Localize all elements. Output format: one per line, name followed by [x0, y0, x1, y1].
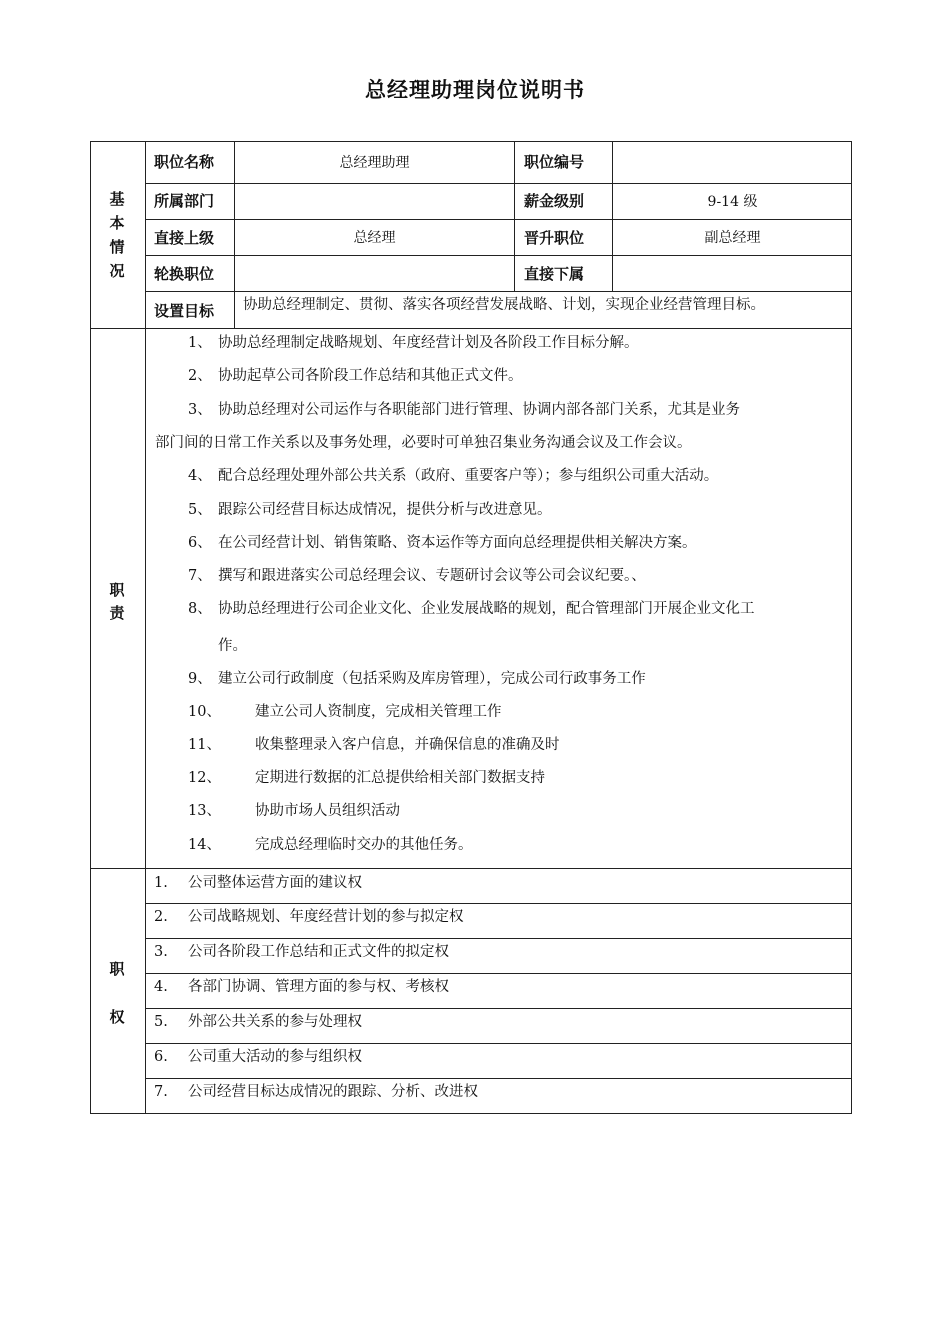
duty-item: 5、 跟踪公司经营目标达成情况，提供分析与改进意见。	[188, 502, 552, 518]
duties-section-label: 职 责	[109, 581, 125, 622]
duty-item: 13、 协助市场人员组织活动	[188, 803, 400, 819]
job-description-table	[90, 141, 852, 1114]
direct-superior-label: 直接上级	[154, 229, 215, 247]
authority-item: 5. 外部公共关系的参与处理权	[154, 1014, 362, 1030]
duty-item: 12、 定期进行数据的汇总提供给相关部门数据支持	[188, 770, 545, 786]
promotion-position-value: 副总经理	[704, 230, 761, 246]
duty-item: 6、 在公司经营计划、销售策略、资本运作等方面向总经理提供相关解决方案。	[188, 535, 697, 551]
duty-item: 7、 撰写和跟进落实公司总经理会议、专题研讨会议等公司会议纪要。、	[188, 568, 646, 584]
direct-superior-value: 总经理	[353, 230, 396, 246]
duty-item: 14、 完成总经理临时交办的其他任务。	[188, 837, 473, 853]
duty-item: 8、 协助总经理进行公司企业文化、企业发展战略的规划，配合管理部门开展企业文化工	[188, 601, 755, 617]
basic-info-section-label: 基 本 情 况	[109, 190, 125, 280]
authority-item: 4. 各部门协调、管理方面的参与权、考核权	[154, 979, 449, 995]
authority-item: 2. 公司战略规划、年度经营计划的参与拟定权	[154, 909, 464, 925]
document-title: 总经理助理岗位说明书	[365, 78, 585, 102]
direct-subordinate-label: 直接下属	[524, 265, 585, 283]
duty-item: 1、 协助总经理制定战略规划、年度经营计划及各阶段工作目标分解。	[188, 335, 639, 351]
setting-goal-value: 协助总经理制定、贯彻、落实各项经营发展战略、计划，实现企业经营管理目标。	[243, 297, 765, 313]
setting-goal-label: 设置目标	[154, 302, 215, 320]
duty-item-continuation: 作。	[218, 638, 247, 654]
duty-item-continuation: 部门间的日常工作关系以及事务处理，必要时可单独召集业务沟通会议及工作会议。	[155, 435, 692, 451]
authority-section-label: 职 权	[109, 960, 125, 1026]
duty-item: 3、 协助总经理对公司运作与各职能部门进行管理、协调内部各部门关系，尤其是业务	[188, 402, 740, 418]
position-name-value: 总经理助理	[339, 155, 410, 171]
authority-item: 6. 公司重大活动的参与组织权	[154, 1049, 362, 1065]
authority-item: 7. 公司经营目标达成情况的跟踪、分析、改进权	[154, 1084, 478, 1100]
salary-grade-value: 9-14 级	[707, 194, 758, 210]
duty-item: 11、 收集整理录入客户信息，并确保信息的准确及时	[188, 737, 560, 753]
rotation-position-label: 轮换职位	[154, 265, 215, 283]
duty-item: 10、 建立公司人资制度，完成相关管理工作	[188, 704, 502, 720]
authority-item: 3. 公司各阶段工作总结和正式文件的拟定权	[154, 944, 449, 960]
duty-item: 9、 建立公司行政制度（包括采购及库房管理），完成公司行政事务工作	[188, 671, 646, 687]
promotion-position-label: 晋升职位	[524, 229, 585, 247]
position-code-label: 职位编号	[524, 153, 585, 171]
duty-item: 4、 配合总经理处理外部公共关系（政府、重要客户等）；参与组织公司重大活动。	[188, 468, 719, 484]
salary-grade-label: 薪金级别	[524, 192, 585, 210]
authority-item: 1. 公司整体运营方面的建议权	[154, 875, 362, 891]
position-name-label: 职位名称	[154, 153, 215, 171]
department-label: 所属部门	[154, 192, 215, 210]
duty-item: 2、 协助起草公司各阶段工作总结和其他正式文件。	[188, 368, 523, 384]
